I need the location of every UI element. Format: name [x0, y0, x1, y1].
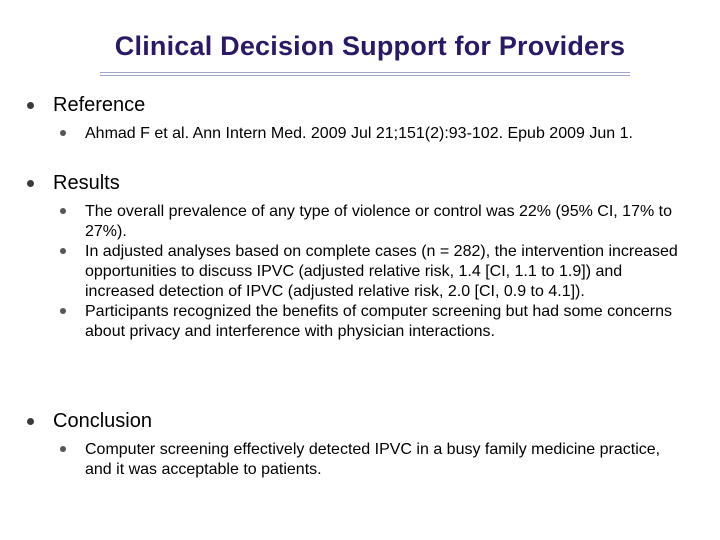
title-underline — [100, 72, 630, 76]
bullet-icon — [27, 102, 34, 109]
section-heading-row — [0, 171, 720, 197]
section-heading: Results — [53, 172, 120, 194]
list-item-text: Ahmad F et al. Ann Intern Med. 2009 Jul 21;151(2):93-102. Epub 2009 Jun 1. — [85, 125, 633, 142]
list-item-text: In adjusted analyses based on complete cases (n = 282), the intervention increased opportunities to discuss IPVC (adjusted relative risk, 1.4 [CI, 1.1 to 1.9]) and increased detection of IPVC (adjusted relative risk, 2.0 [CI, 0.9 to 4.1]). — [85, 243, 678, 300]
bullet-icon — [27, 180, 34, 187]
slide-title: Clinical Decision Support for Providers — [114, 31, 626, 61]
section-heading: Reference — [53, 94, 146, 116]
bullet-icon — [60, 308, 66, 314]
list-item — [85, 124, 685, 144]
bullet-icon — [60, 130, 66, 136]
list-item-text: Computer screening effectively detected IPVC in a busy family medicine practice, and it was acceptable to patients. — [85, 441, 661, 478]
list-item — [85, 242, 685, 302]
list-item — [85, 202, 685, 242]
bullet-icon — [27, 418, 34, 425]
list-item-text: Participants recognized the benefits of computer screening but had some concerns about privacy and interference with physician interactions. — [85, 303, 672, 340]
section-heading-row — [0, 409, 720, 435]
section-heading: Conclusion — [53, 410, 152, 432]
section-reference — [0, 93, 720, 144]
section-results — [0, 171, 720, 342]
bullet-icon — [60, 208, 66, 214]
bullet-icon — [60, 446, 66, 452]
section-conclusion — [0, 409, 720, 480]
list-item — [85, 302, 685, 342]
section-heading-row — [0, 93, 720, 119]
list-item-text: The overall prevalence of any type of violence or control was 22% (95% CI, 17% to 27%). — [85, 203, 672, 240]
bullet-icon — [60, 248, 66, 254]
list-item — [85, 440, 685, 480]
